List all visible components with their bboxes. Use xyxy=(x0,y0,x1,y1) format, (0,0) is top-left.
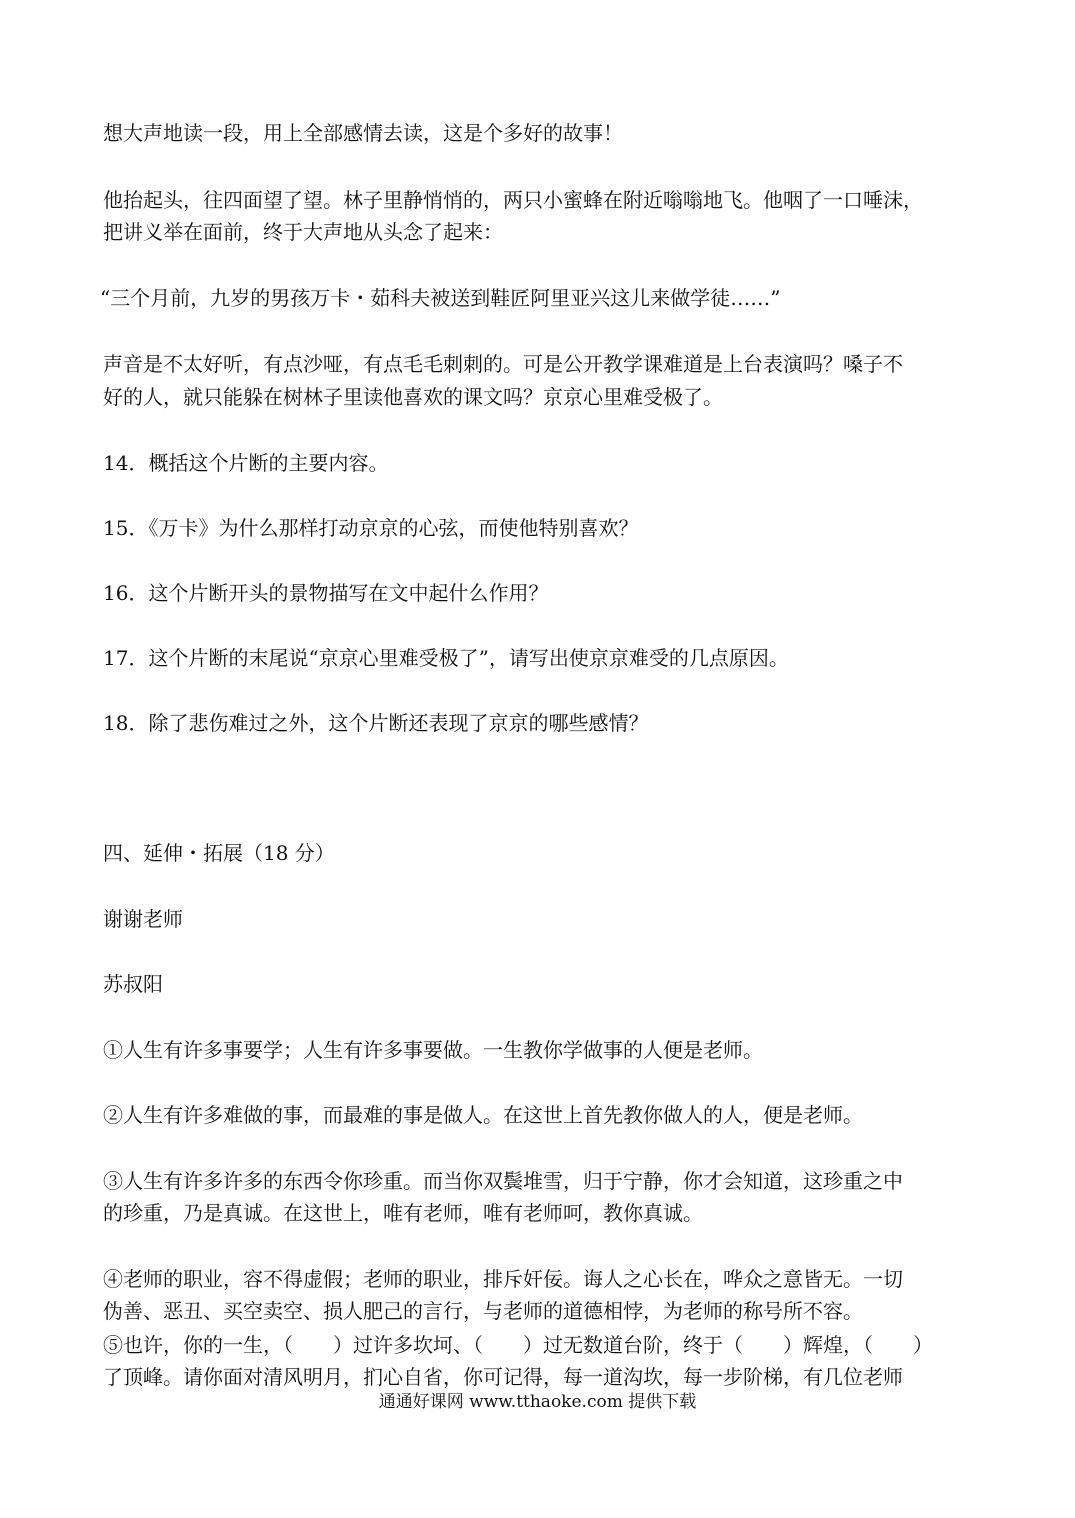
paragraph-1-line-1: 把讲义举在面前，终于大声地从头念了起来： xyxy=(103,220,503,244)
question-14: 14．概括这个片断的主要内容。 xyxy=(103,451,389,475)
paragraph-3-line-1: 好的人，就只能躲在树林子里读他喜欢的课文吗？京京心里难受极了。 xyxy=(103,385,723,409)
question-16: 16．这个片断开头的景物描写在文中起什么作用？ xyxy=(103,581,549,605)
question-18: 18．除了悲伤难过之外，这个片断还表现了京京的哪些感情？ xyxy=(103,711,649,735)
paragraph-3-line-0: 声音是不太好听，有点沙哑，有点毛毛刺刺的。可是公开教学课难道是上台表演吗？嗓子不 xyxy=(103,352,903,376)
paragraph-0-line-0: 想大声地读一段，用上全部感情去读，这是个多好的故事！ xyxy=(103,121,623,145)
paragraph-1-line-0: 他抬起头，往四面望了望。林子里静悄悄的，两只小蜜蜂在附近嗡嗡地飞。他咽了一口唾沫， xyxy=(103,188,923,212)
question-17: 17．这个片断的末尾说“京京心里难受极了”，请写出使京京难受的几点原因。 xyxy=(103,646,789,670)
paragraph-14-line-1: 的珍重，乃是真诚。在这世上，唯有老师，唯有老师呵，教你真诚。 xyxy=(103,1201,703,1225)
paragraph-2-line-0: “三个月前，九岁的男孩万卡・茹科夫被送到鞋匠阿里亚兴这儿来做学徒……” xyxy=(100,286,781,310)
paragraph-14-line-0: ③人生有许多许多的东西令你珍重。而当你双鬓堆雪，归于宁静，你才会知道，这珍重之中 xyxy=(103,1169,903,1193)
paragraph-16-line-0: ⑤也许，你的一生，（ ）过许多坎坷、（ ）过无数道台阶，终于（ ）辉煌，（ ） xyxy=(103,1333,933,1357)
question-15: 15．《万卡》为什么那样打动京京的心弦，而使他特别喜欢？ xyxy=(103,516,639,540)
paragraph-15-line-1: 伪善、恶丑、买空卖空、损人肥己的言行，与老师的道德相悖，为老师的称号所不容。 xyxy=(103,1299,863,1323)
page-footer: 通通好课网 www.tthaoke.com 提供下载 xyxy=(378,1392,697,1412)
article-title: 谢谢老师 xyxy=(103,907,183,931)
section-heading: 四、延伸・拓展（18 分） xyxy=(103,841,335,865)
article-author: 苏叔阳 xyxy=(103,972,163,996)
paragraph-15-line-0: ④老师的职业，容不得虚假；老师的职业，排斥奸佞。诲人之心长在，哗众之意皆无。一切 xyxy=(103,1267,903,1291)
paragraph-13-line-0: ②人生有许多难做的事，而最难的事是做人。在这世上首先教你做人的人，便是老师。 xyxy=(103,1103,863,1127)
paragraph-16-line-1: 了顶峰。请你面对清风明月，扪心自省，你可记得，每一道沟坎，每一步阶梯，有几位老师 xyxy=(103,1365,903,1389)
paragraph-12-line-0: ①人生有许多事要学；人生有许多事要做。一生教你学做事的人便是老师。 xyxy=(103,1038,763,1062)
